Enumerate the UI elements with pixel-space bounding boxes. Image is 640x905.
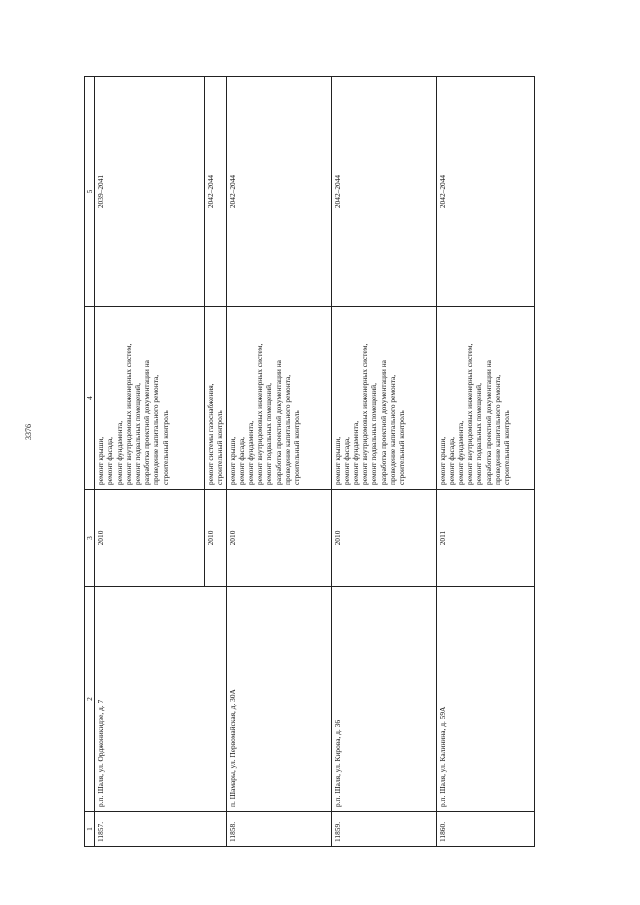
row-works (331, 307, 436, 490)
row-period: 2042–2044 (205, 77, 226, 307)
work-item: ремонт фундамента, (351, 420, 361, 485)
row-works (226, 307, 331, 490)
row-period: 2042–2044 (331, 77, 436, 307)
row-year: 2010 (95, 490, 205, 587)
table-row-11860 (436, 77, 534, 847)
work-item: строительный контроль (215, 410, 225, 485)
work-item: ремонт фасада, (341, 437, 351, 485)
work-item: ремонт подвальных помещений, (264, 383, 274, 485)
row-period: 2042–2044 (226, 77, 331, 307)
work-item: ремонт внутридомовых инженерных систем, (360, 343, 370, 485)
work-item: строительный контроль (292, 410, 302, 485)
work-item: разработка проектной документации на (142, 360, 152, 485)
row-works (436, 307, 534, 490)
row-year: 2011 (436, 490, 534, 587)
table-row-11859 (331, 77, 436, 847)
work-item: ремонт крыши, (227, 436, 237, 485)
work-item: разработка проектной документации на (483, 360, 493, 485)
header-row (85, 77, 95, 847)
column-header-5: 5 (85, 77, 95, 307)
work-item: разработка проектной документации на (273, 360, 283, 485)
work-item: разработка проектной документации на (378, 360, 388, 485)
work-item: ремонт внутридомовых инженерных систем, (465, 343, 475, 485)
row-period: 2042–2044 (436, 77, 534, 307)
work-item: ремонт подвальных помещений, (369, 383, 379, 485)
row-number: 11858. (226, 812, 331, 847)
row-period: 2039–2041 (95, 77, 205, 307)
work-item: ремонт крыши, (437, 436, 447, 485)
row-works (95, 307, 205, 490)
rotated-table-wrapper (84, 77, 532, 847)
work-item: проведение капитального ремонта, (282, 374, 292, 485)
row-address: р.п. Шаля, ул. Кирова, д. 36 (331, 587, 436, 812)
column-header-4: 4 (85, 307, 95, 490)
work-item: проведение капитального ремонта, (151, 374, 161, 485)
row-number: 11859. (331, 812, 436, 847)
work-item: ремонт фундамента, (246, 420, 256, 485)
row-address: п. Шамары, ул. Первомайская, д. 30А (226, 587, 331, 812)
work-item: строительный контроль (160, 410, 170, 485)
row-year: 2010 (205, 490, 226, 587)
work-item: ремонт внутридомовых инженерных систем, (123, 343, 133, 485)
row-number: 11860. (436, 812, 534, 847)
row-works (205, 307, 226, 490)
work-item: ремонт подвальных помещений, (133, 383, 143, 485)
work-item: ремонт фасада, (105, 437, 115, 485)
work-item: проведение капитального ремонта, (387, 374, 397, 485)
row-year: 2010 (331, 490, 436, 587)
work-item: строительный контроль (502, 410, 512, 485)
work-item: строительный контроль (397, 410, 407, 485)
work-item: ремонт фасада, (446, 437, 456, 485)
row-year: 2010 (226, 490, 331, 587)
row-address: р.п. Шаля, ул. Калинина, д. 59А (436, 587, 534, 812)
work-item: ремонт системы газоснабжения, (206, 383, 216, 485)
work-item: ремонт фундамента, (114, 420, 124, 485)
row-address: р.п. Шаля, ул. Орджоникидзе, д. 7 (95, 587, 226, 812)
work-item: ремонт фундамента, (456, 420, 466, 485)
work-item: ремонт крыши, (332, 436, 342, 485)
work-item: ремонт подвальных помещений, (474, 383, 484, 485)
work-item: ремонт крыши, (96, 436, 106, 485)
column-header-3: 3 (85, 490, 95, 587)
row-number: 11857. (95, 812, 226, 847)
work-item: проведение капитального ремонта, (492, 374, 502, 485)
work-item: ремонт внутридомовых инженерных систем, (255, 343, 265, 485)
table-row-11857 (95, 77, 205, 847)
table-row-11858 (226, 77, 331, 847)
work-item: ремонт фасада, (236, 437, 246, 485)
page-number: 3376 (24, 424, 33, 440)
repair-schedule-table (84, 76, 535, 847)
column-header-1: 1 (85, 812, 95, 847)
column-header-2: 2 (85, 587, 95, 812)
